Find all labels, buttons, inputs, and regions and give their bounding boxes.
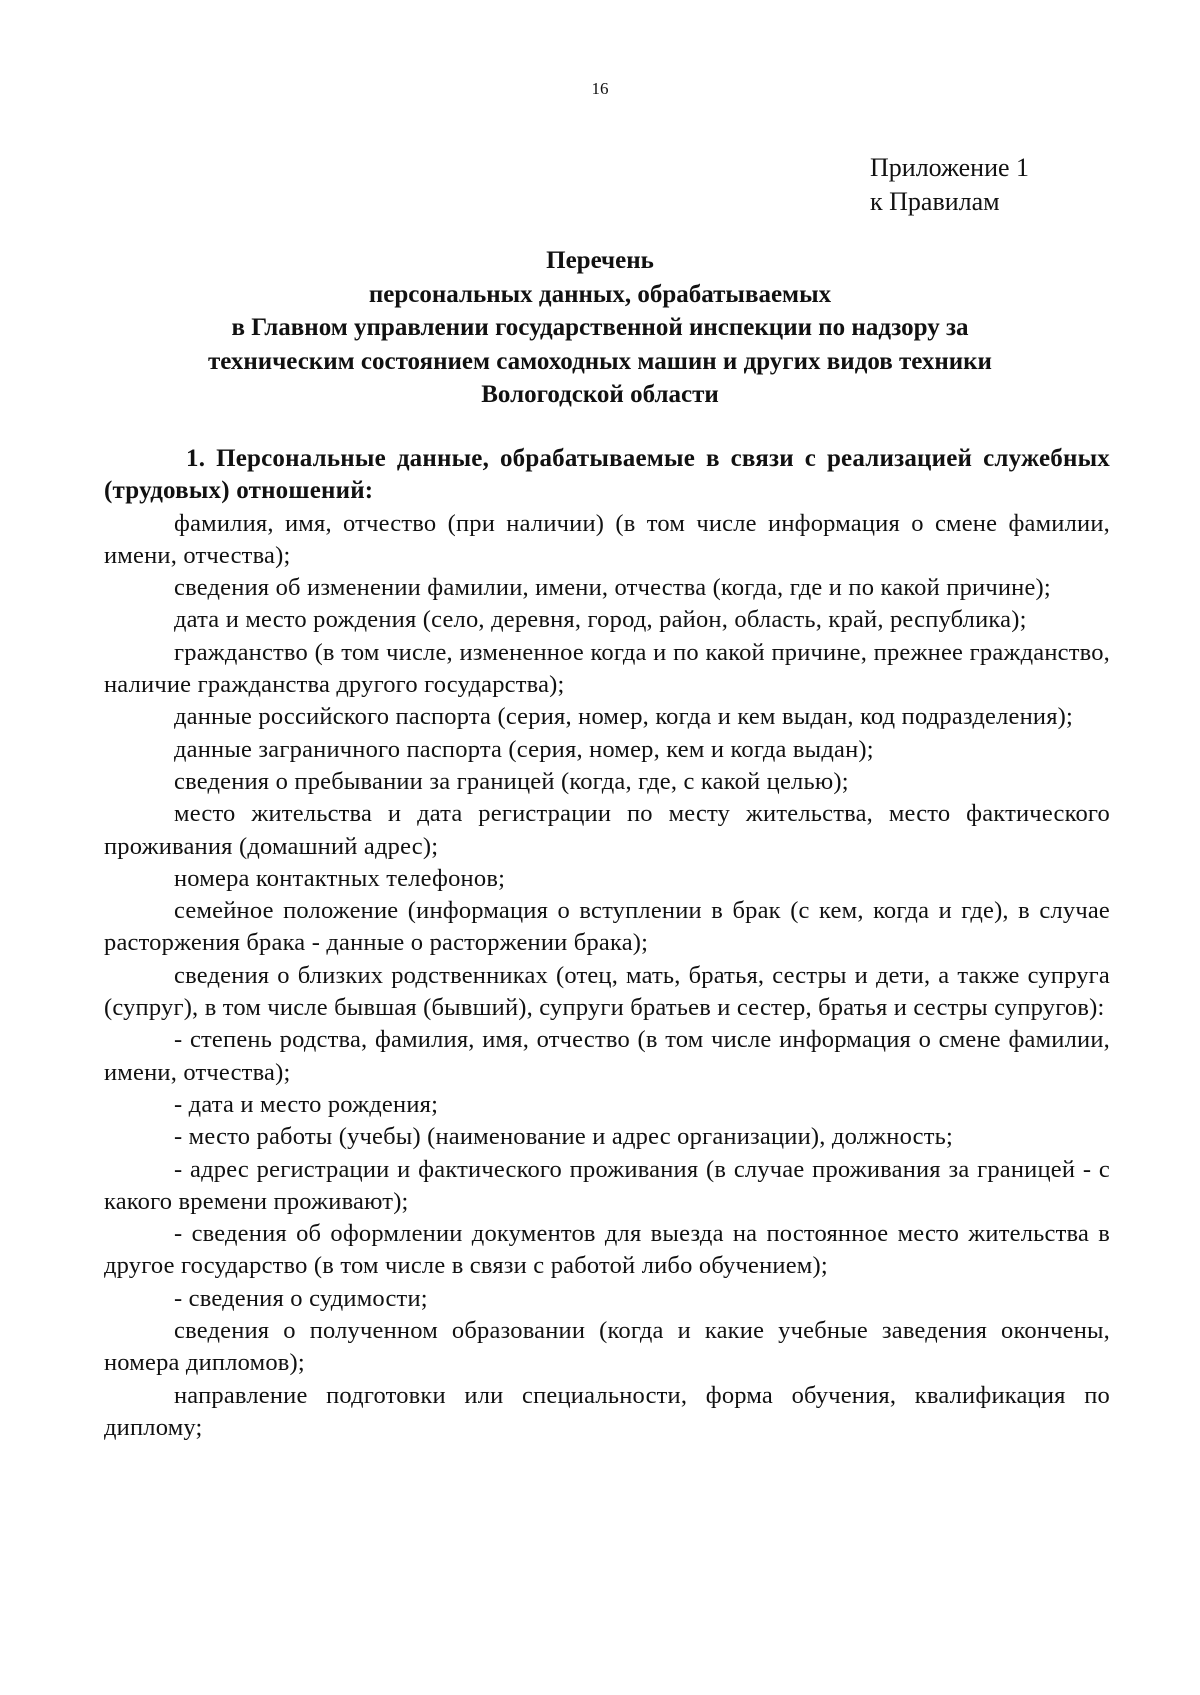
list-item: - дата и место рождения; <box>174 1090 439 1118</box>
list-item: место жительства и дата регистрации по месту жительства, место фактического проживания (домашний адрес); <box>104 800 1110 860</box>
title-line: техническим состоянием самоходных машин и других видов техники <box>208 347 992 375</box>
appendix-line: к Правилам <box>870 187 1000 216</box>
list-item: дата и место рождения (село, деревня, город, район, область, край, республика); <box>174 606 1027 634</box>
list-item: - степень родства, фамилия, имя, отчество (в том числе информация о смене фамилии, имени, отчества); <box>104 1026 1110 1086</box>
document-title <box>100 244 1100 412</box>
list-item: фамилия, имя, отчество (при наличии) (в том числе информация о смене фамилии, имени, отчества); <box>104 509 1110 569</box>
list-item: направление подготовки или специальности, форма обучения, квалификация по диплому; <box>104 1381 1110 1441</box>
list-item: - сведения об оформлении документов для выезда на постоянное место жительства в другое государство (в том числе в связи с работой либо обучением); <box>104 1220 1110 1280</box>
list-item: данные заграничного паспорта (серия, номер, кем и когда выдан); <box>174 735 874 763</box>
document-body <box>104 443 1110 1444</box>
list-item: сведения об изменении фамилии, имени, отчества (когда, где и по какой причине); <box>174 574 1051 602</box>
list-item: - адрес регистрации и фактического проживания (в случае проживания за границей - с какого времени проживают); <box>104 1155 1110 1215</box>
appendix-line: Приложение 1 <box>870 153 1030 182</box>
list-item: сведения о близких родственниках (отец, мать, братья, сестры и дети, а также супруга (супруг), в том числе бывшая (бывший), супруги братьев и сестер, братья и сестры супругов): <box>104 961 1110 1022</box>
title-line: Вологодской области <box>481 381 719 408</box>
list-item: семейное положение (информация о вступлении в брак (с кем, когда и где), в случае расторжения брака - данные о расторжении брака); <box>104 897 1110 957</box>
list-item: - сведения о судимости; <box>174 1284 428 1312</box>
appendix-note <box>870 151 1029 219</box>
list-item: номера контактных телефонов; <box>174 864 506 892</box>
title-line: Перечень <box>546 247 654 274</box>
list-item: сведения о пребывании за границей (когда, где, с какой целью); <box>174 767 849 795</box>
page-number: 16 <box>591 79 609 98</box>
list-item: гражданство (в том числе, измененное когда и по какой причине, прежнее гражданство, наличие гражданства другого государства); <box>104 638 1110 699</box>
list-item: данные российского паспорта (серия, номер, когда и кем выдан, код подразделения); <box>174 703 1074 731</box>
list-item: сведения о полученном образовании (когда и какие учебные заведения окончены, номера дипломов); <box>104 1317 1110 1377</box>
section-heading: 1. Персональные данные, обрабатываемые в связи с реализацией служебных (трудовых) отношений: <box>104 445 1110 505</box>
title-line: в Главном управлении государственной инспекции по надзору за <box>231 314 969 341</box>
title-line: персональных данных, обрабатываемых <box>368 280 832 308</box>
list-item: - место работы (учебы) (наименование и адрес организации), должность; <box>174 1123 953 1151</box>
